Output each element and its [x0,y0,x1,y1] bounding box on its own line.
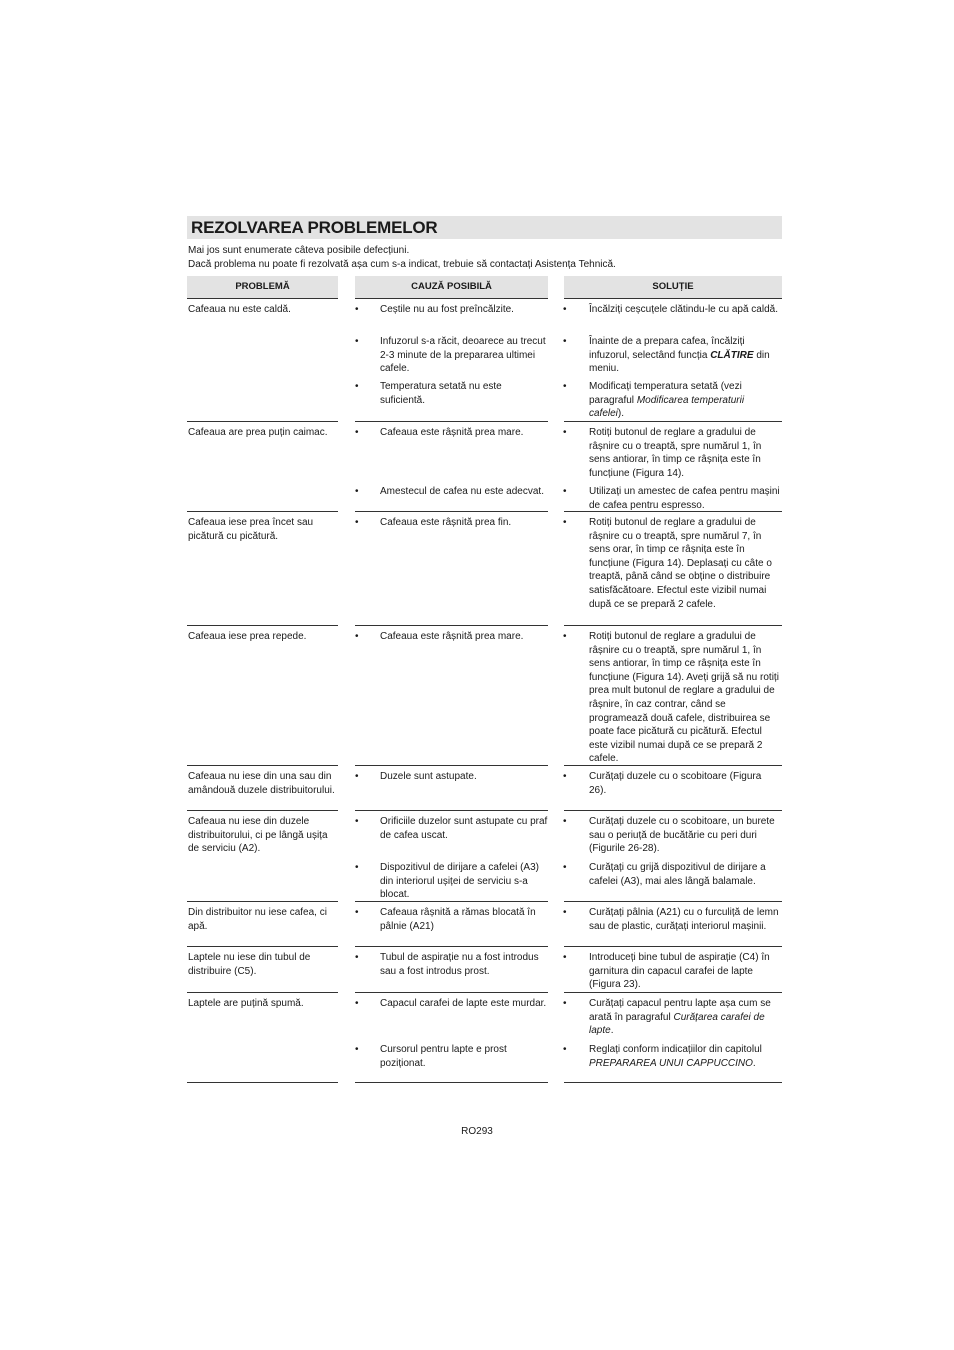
solution-cell: Rotiți butonul de reglare a gradului de râșnire cu o treaptă, spre numărul 7, în sens orar, în timp ce râșnița este în funcțiune (Figura 14). Deplasați cu câte o treaptă, până când se obține o distribuire satisfăcătoare. Efectul este vizibil numai după ce se prepară 2 cafele. [589,517,772,610]
row-divider [564,511,782,512]
bullet: • [355,952,359,963]
row-divider [355,992,548,993]
cause-cell: Cafeaua este râșnită prea mare. [380,427,524,438]
bullet: • [563,998,567,1009]
cause-cell: Duzele sunt astupate. [380,771,477,782]
table-bottom-rule [355,1082,548,1083]
column-header-problem: PROBLEMĂ [187,276,338,298]
function-name: CLĂTIRE [710,349,754,361]
row-divider [187,901,338,902]
row-divider [187,421,338,422]
intro-line: Mai jos sunt enumerate câteva posibile defecțiuni. [188,245,410,256]
row-divider [564,421,782,422]
problem-cell: Laptele nu iese din tubul de distribuire (C5). [188,952,311,977]
column-header-solution: SOLUȚIE [564,276,782,298]
solution-cell: Rotiți butonul de reglare a gradului de râșnire cu o treaptă, spre numărul 1, în sens antiorar, în timp ce râșnița este în funcțiune (Figura 14). [589,427,762,479]
column-header-cause: CAUZĂ POSIBILĂ [355,276,548,298]
cause-cell: Amestecul de cafea nu este adecvat. [380,486,544,497]
bullet: • [355,907,359,918]
problem-cell: Cafeaua iese prea repede. [188,631,307,642]
section-reference: PREPARAREA UNUI CAPPUCCINO [589,1057,753,1069]
row-divider [564,625,782,626]
cause-cell: Cafeaua râșnită a rămas blocată în pâlnie (A21) [380,907,536,932]
row-divider [564,946,782,947]
solution-cell: Curățați duzele cu o scobitoare (Figura 26). [589,771,762,796]
problem-cell: Cafeaua nu iese din una sau din amândouă duzele distribuitorului. [188,771,335,796]
bullet: • [563,486,567,497]
bullet: • [563,427,567,438]
bullet: • [355,862,359,873]
row-divider [187,992,338,993]
page-number: RO293 [461,1126,493,1137]
row-divider [187,511,338,512]
bullet: • [563,631,567,642]
problem-cell: Cafeaua nu este caldă. [188,304,291,315]
bullet: • [355,771,359,782]
row-divider [564,901,782,902]
intro-text [188,244,616,271]
solution-cell: Rotiți butonul de reglare a gradului de râșnire cu o treaptă, spre numărul 1, în sens antiorar, în timp ce râșnița este în funcțiune (Figura 14). Aveți grijă să nu rotiți prea mult butonul de reglare a gradului de râșnire, în caz contrar, când se programează două cafele, distribuirea se poate face picătură cu picătură. Efectul este vizibil numai după ce se prepară 2 cafele. [589,631,779,765]
solution-cell: Curățați cu grijă dispozitivul de dirijare a cafelei (A3), mai ales lângă balamale. [589,862,766,887]
solution-cell: Reglați conform indicațiilor din capitolul PREPARAREA UNUI CAPPUCCINO. [589,1044,762,1069]
bullet: • [355,427,359,438]
problem-cell: Laptele are puțină spumă. [188,998,304,1009]
bullet: • [355,304,359,315]
intro-line: Dacă problema nu poate fi rezolvată așa cum s-a indicat, trebuie să contactați Asistența Tehnică. [188,258,616,270]
solution-cell: Curățați duzele cu o scobitoare, un burete sau o periuță de bucătărie cu peri duri (Figurile 26-28). [589,816,775,855]
cause-cell: Infuzorul s-a răcit, deoarece au trecut 2-3 minute de la prepararea ultimei cafele. [380,336,546,375]
cause-cell: Tubul de aspirație nu a fost introdus sau a fost introdus prost. [380,952,539,977]
row-divider [564,765,782,766]
bullet: • [563,907,567,918]
problem-cell: Cafeaua are prea puțin caimac. [188,427,328,438]
row-divider [355,421,548,422]
row-divider [355,901,548,902]
bullet: • [355,381,359,392]
solution-cell: Încălziți ceșcuțele clătindu-le cu apă caldă. [589,304,778,315]
row-divider [187,625,338,626]
page-title: REZOLVAREA PROBLEMELOR [187,216,782,239]
cause-cell: Ceștile nu au fost preîncălzite. [380,304,514,315]
bullet: • [563,336,567,347]
row-divider [355,765,548,766]
row-divider [187,810,338,811]
bullet: • [563,816,567,827]
cause-cell: Capacul carafei de lapte este murdar. [380,998,547,1009]
solution-cell: Curățați pâlnia (A21) cu o furculiță de lemn sau de plastic, curățați interiorul mașinii. [589,907,779,932]
problem-cell: Cafeaua iese prea încet sau picătură cu picătură. [188,517,314,542]
bullet: • [563,304,567,315]
section-reference: Modificarea temperaturii cafelei [589,394,745,420]
cause-cell: Temperatura setată nu este suficientă. [380,381,502,406]
row-divider [355,625,548,626]
bullet: • [563,862,567,873]
row-divider [355,946,548,947]
bullet: • [563,1044,567,1055]
cause-cell: Cursorul pentru lapte e prost poziționat. [380,1044,507,1069]
table-bottom-rule [187,1082,338,1083]
bullet: • [355,336,359,347]
row-divider [355,810,548,811]
cause-cell: Orificiile duzelor sunt astupate cu praf de cafea uscat. [380,816,548,841]
cause-cell: Cafeaua este râșnită prea mare. [380,631,524,642]
solution-cell: Înainte de a prepara cafea, încălziți infuzorul, selectând funcția CLĂTIRE din meniu. [589,336,770,375]
bullet: • [355,517,359,528]
table-bottom-rule [564,1082,782,1083]
row-divider [187,298,338,299]
row-divider [355,511,548,512]
row-divider [564,810,782,811]
bullet: • [563,771,567,782]
solution-cell: Modificați temperatura setată (vezi paragraful Modificarea temperaturii cafelei). [589,381,745,420]
bullet: • [563,381,567,392]
bullet: • [355,998,359,1009]
row-divider [564,992,782,993]
cause-cell: Dispozitivul de dirijare a cafelei (A3) din interiorul ușiței de serviciu s-a blocat. [380,862,539,901]
cause-cell: Cafeaua este râșnită prea fin. [380,517,512,528]
bullet: • [563,952,567,963]
bullet: • [355,816,359,827]
problem-cell: Cafeaua nu iese din duzele distribuitorului, ci pe lângă ușița de serviciu (A2). [188,816,328,855]
solution-cell: Introduceți bine tubul de aspirație (C4) în garnitura din capacul carafei de lapte (Figura 23). [589,952,770,991]
row-divider [564,298,782,299]
bullet: • [355,1044,359,1055]
row-divider [355,298,548,299]
bullet: • [355,486,359,497]
problem-cell: Din distribuitor nu iese cafea, ci apă. [188,907,327,932]
bullet: • [563,517,567,528]
bullet: • [355,631,359,642]
solution-cell: Utilizați un amestec de cafea pentru mașini de cafea pentru espresso. [589,486,780,511]
section-reference: Curățarea carafei de lapte [589,1011,765,1037]
row-divider [187,765,338,766]
solution-cell: Curățați capacul pentru lapte așa cum se arată în paragraful Curățarea carafei de lapte. [589,998,771,1037]
row-divider [187,946,338,947]
